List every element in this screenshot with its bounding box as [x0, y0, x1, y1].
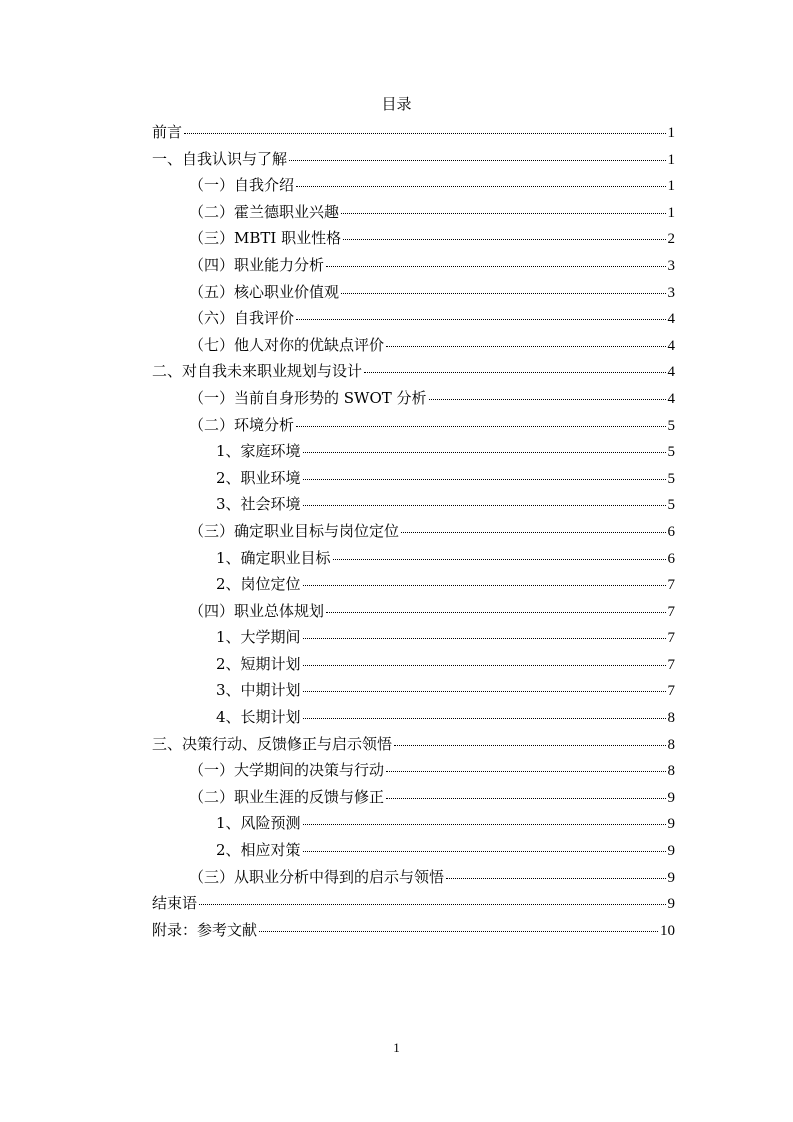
- toc-entry-title: 3、中期计划: [216, 681, 301, 700]
- toc-entry-page: 4: [667, 364, 675, 381]
- toc-dot-leader: [341, 293, 665, 294]
- toc-entry-title: 2、相应对策: [216, 841, 301, 860]
- toc-entry-page: 7: [667, 577, 675, 594]
- toc-entry[interactable]: [152, 440, 675, 467]
- toc-entry-page: 7: [667, 603, 675, 620]
- toc-dot-leader: [303, 824, 666, 825]
- toc-entry[interactable]: [152, 892, 675, 919]
- toc-dot-leader: [296, 319, 665, 320]
- toc-entry[interactable]: [152, 334, 675, 361]
- toc-entry-title: 1、风险预测: [216, 814, 301, 833]
- toc-entry-title: （三）MBTI 职业性格: [189, 229, 342, 248]
- toc-entry[interactable]: [152, 786, 675, 813]
- toc-entry-page: 7: [667, 656, 675, 673]
- toc-entry-page: 8: [667, 736, 675, 753]
- toc-entry[interactable]: [152, 573, 675, 600]
- toc-entry[interactable]: [152, 467, 675, 494]
- toc-entry-page: 5: [667, 444, 675, 461]
- toc-entry[interactable]: [152, 360, 675, 387]
- toc-dot-leader: [446, 878, 665, 879]
- toc-dot-leader: [429, 399, 666, 400]
- toc-dot-leader: [326, 612, 665, 613]
- toc-entry[interactable]: [152, 839, 675, 866]
- toc-entry-title: 4、长期计划: [216, 708, 301, 727]
- toc-dot-leader: [401, 532, 665, 533]
- toc-entry-title: （三）确定职业目标与岗位定位: [189, 521, 400, 540]
- toc-entry-page: 10: [660, 922, 675, 939]
- toc-entry-page: 7: [667, 630, 675, 647]
- toc-entry-title: 二、对自我未来职业规划与设计: [152, 362, 363, 381]
- toc-entry-page: 9: [667, 789, 675, 806]
- toc-entry-title: （三）从职业分析中得到的启示与领悟: [189, 867, 445, 886]
- toc-entry-title: （二）环境分析: [189, 415, 295, 434]
- toc-dot-leader: [386, 771, 665, 772]
- toc-entry-page: 4: [667, 311, 675, 328]
- toc-entry[interactable]: [152, 493, 675, 520]
- toc-entry[interactable]: [152, 812, 675, 839]
- toc-dot-leader: [303, 691, 666, 692]
- toc-entry-page: 9: [667, 869, 675, 886]
- toc-entry-page: 4: [667, 390, 675, 407]
- toc-entry[interactable]: [152, 733, 675, 760]
- toc-dot-leader: [303, 452, 666, 453]
- toc-entry-title: （二）霍兰德职业兴趣: [189, 202, 340, 221]
- toc-entry[interactable]: [152, 307, 675, 334]
- toc-dot-leader: [386, 346, 665, 347]
- toc-entry-title: （五）核心职业价值观: [189, 282, 340, 301]
- toc-entry-title: （七）他人对你的优缺点评价: [189, 335, 385, 354]
- toc-dot-leader: [303, 585, 666, 586]
- toc-entry-page: 6: [667, 550, 675, 567]
- toc-entry-title: 一、自我认识与了解: [152, 149, 288, 168]
- toc-entry-title: 结束语: [152, 894, 198, 913]
- toc-entry[interactable]: [152, 254, 675, 281]
- toc-entry-title: （一）自我介绍: [189, 176, 295, 195]
- toc-dot-leader: [184, 133, 665, 134]
- toc-entry-title: 2、职业环境: [216, 468, 301, 487]
- toc-entry-page: 1: [667, 204, 675, 221]
- toc-entry[interactable]: [152, 600, 675, 627]
- toc-entry-title: 1、确定职业目标: [216, 548, 331, 567]
- toc-entry-page: 1: [667, 125, 675, 141]
- toc-dot-leader: [364, 372, 665, 373]
- toc-entry-page: 2: [667, 231, 675, 248]
- toc-entry[interactable]: [152, 547, 675, 574]
- table-of-contents: [152, 121, 675, 945]
- toc-entry-page: 1: [667, 178, 675, 195]
- toc-entry[interactable]: [152, 387, 675, 414]
- toc-entry-page: 9: [667, 896, 675, 913]
- toc-entry[interactable]: [152, 174, 675, 201]
- toc-entry-page: 5: [667, 497, 675, 514]
- toc-dot-leader: [386, 798, 665, 799]
- toc-entry-page: 6: [667, 523, 675, 540]
- toc-entry-page: 7: [667, 683, 675, 700]
- toc-entry-title: 3、社会环境: [216, 495, 301, 514]
- toc-entry-title: 三、决策行动、反馈修正与启示领悟: [152, 734, 393, 753]
- toc-dot-leader: [303, 638, 666, 639]
- toc-entry[interactable]: [152, 706, 675, 733]
- toc-dot-leader: [259, 931, 658, 932]
- page-number: 1: [393, 1040, 400, 1055]
- toc-entry[interactable]: [152, 227, 675, 254]
- toc-dot-leader: [326, 266, 665, 267]
- toc-dot-leader: [303, 665, 666, 666]
- toc-dot-leader: [341, 213, 665, 214]
- toc-entry-page: 8: [667, 763, 675, 780]
- toc-entry-title: 2、岗位定位: [216, 575, 301, 594]
- toc-dot-leader: [333, 559, 666, 560]
- toc-entry-title: 1、大学期间: [216, 628, 301, 647]
- toc-entry[interactable]: [152, 626, 675, 653]
- toc-dot-leader: [296, 426, 665, 427]
- toc-entry-title: 前言: [152, 123, 183, 141]
- toc-entry-title: （一）当前自身形势的 SWOT 分析: [189, 388, 427, 407]
- toc-entry[interactable]: [152, 679, 675, 706]
- toc-entry-title: （二）职业生涯的反馈与修正: [189, 787, 385, 806]
- toc-entry[interactable]: [152, 520, 675, 547]
- toc-entry-title: 附录：参考文献: [152, 920, 258, 939]
- toc-entry[interactable]: [152, 201, 675, 228]
- toc-entry[interactable]: [152, 919, 675, 946]
- toc-entry[interactable]: [152, 866, 675, 893]
- toc-entry[interactable]: [152, 121, 675, 148]
- toc-entry-page: 1: [667, 151, 675, 168]
- toc-entry-title: 1、家庭环境: [216, 442, 301, 461]
- toc-entry[interactable]: [152, 759, 675, 786]
- toc-dot-leader: [303, 718, 666, 719]
- toc-dot-leader: [303, 851, 666, 852]
- toc-entry-page: 5: [667, 417, 675, 434]
- toc-entry-title: 2、短期计划: [216, 654, 301, 673]
- toc-entry[interactable]: [152, 414, 675, 441]
- toc-entry-page: 5: [667, 470, 675, 487]
- toc-entry-page: 9: [667, 816, 675, 833]
- toc-entry-page: 4: [667, 337, 675, 354]
- toc-entry-title: （四）职业能力分析: [189, 255, 325, 274]
- toc-entry-page: 3: [667, 257, 675, 274]
- toc-dot-leader: [199, 904, 665, 905]
- toc-entry-title: （六）自我评价: [189, 309, 295, 328]
- toc-entry-page: 3: [667, 284, 675, 301]
- toc-entry[interactable]: [152, 653, 675, 680]
- toc-entry[interactable]: [152, 148, 675, 175]
- toc-dot-leader: [394, 745, 665, 746]
- toc-dot-leader: [303, 479, 666, 480]
- toc-dot-leader: [343, 239, 665, 240]
- toc-entry[interactable]: [152, 281, 675, 308]
- toc-dot-leader: [303, 505, 666, 506]
- toc-entry-title: （四）职业总体规划: [189, 601, 325, 620]
- toc-dot-leader: [296, 186, 665, 187]
- toc-heading: 目录: [381, 95, 412, 113]
- toc-dot-leader: [289, 160, 665, 161]
- toc-entry-page: 9: [667, 843, 675, 860]
- toc-entry-page: 8: [667, 710, 675, 727]
- toc-entry-title: （一）大学期间的决策与行动: [189, 761, 385, 780]
